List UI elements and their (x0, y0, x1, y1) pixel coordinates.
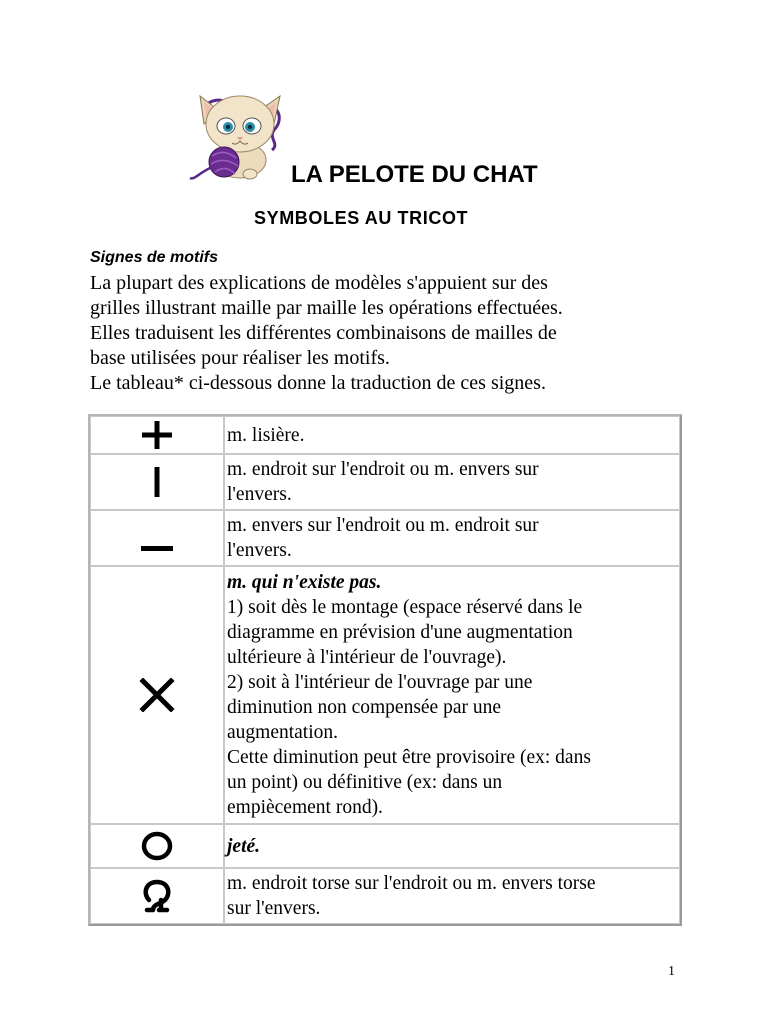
symbol-cell (90, 416, 224, 454)
intro-line: Elles traduisent les différentes combinaisons de mailles de (90, 322, 557, 344)
table-row (90, 416, 680, 454)
page-title: LA PELOTE DU CHAT (291, 161, 538, 188)
description-cell (224, 824, 680, 868)
page-number: 1 (668, 964, 675, 979)
circle-icon (139, 830, 175, 862)
plus-icon (140, 420, 174, 450)
description-cell (224, 510, 680, 566)
table-row (90, 510, 680, 566)
description-line: 2) soit à l'intérieur de l'ouvrage par une (227, 672, 533, 693)
description-line: diminution non compensée par une (227, 697, 502, 718)
symbol-cell (90, 824, 224, 868)
description-cell (224, 454, 680, 510)
section-heading: Signes de motifs (90, 249, 219, 266)
description-cell (224, 566, 680, 824)
table-row (90, 454, 680, 510)
page-subtitle: SYMBOLES AU TRICOT (254, 208, 469, 228)
description-line: m. endroit torse sur l'endroit ou m. envers torse (227, 873, 596, 894)
intro-line: Le tableau* ci-dessous donne la traduction de ces signes. (90, 372, 546, 394)
description-line: un point) ou définitive (ex: dans un (227, 772, 503, 793)
description-line: diagramme en prévision d'une augmentation (227, 622, 573, 643)
description-line: 1) soit dès le montage (espace réservé dans le (227, 597, 583, 618)
description-cell (224, 868, 680, 924)
twisted-loop-icon (139, 878, 175, 914)
description-line: Cette diminution peut être provisoire (ex: dans (227, 747, 591, 768)
symbol-cell (90, 454, 224, 510)
horizontal-bar-icon (139, 520, 175, 556)
cat-with-yarn-ball-icon (188, 88, 288, 184)
table-row (90, 824, 680, 868)
description-line: sur l'envers. (227, 898, 321, 919)
description-line: m. endroit sur l'endroit ou m. envers sur (227, 459, 539, 480)
description-title: jeté. (227, 835, 261, 857)
intro-line: La plupart des explications de modèles s'appuient sur des (90, 272, 548, 294)
intro-line: base utilisées pour réaliser les motifs. (90, 347, 390, 369)
description-line: ultérieure à l'intérieur de l'ouvrage). (227, 647, 507, 668)
vertical-bar-icon (152, 466, 162, 498)
symbol-cell (90, 868, 224, 924)
symbols-table (88, 414, 682, 926)
cross-icon (139, 678, 175, 712)
table-row (90, 868, 680, 924)
description-line: m. envers sur l'endroit ou m. endroit sur (227, 515, 539, 536)
description-cell (224, 416, 680, 454)
description-line: empiècement rond). (227, 797, 383, 818)
description-line: l'envers. (227, 484, 292, 505)
symbol-cell (90, 510, 224, 566)
symbol-cell (90, 566, 224, 824)
description-line: l'envers. (227, 540, 292, 561)
description-line: augmentation. (227, 722, 339, 743)
description-line: m. lisière. (227, 424, 305, 446)
intro-paragraph (90, 271, 690, 396)
description-title: m. qui n'existe pas. (227, 572, 382, 593)
intro-line: grilles illustrant maille par maille les opérations effectuées. (90, 297, 563, 319)
table-row (90, 566, 680, 824)
